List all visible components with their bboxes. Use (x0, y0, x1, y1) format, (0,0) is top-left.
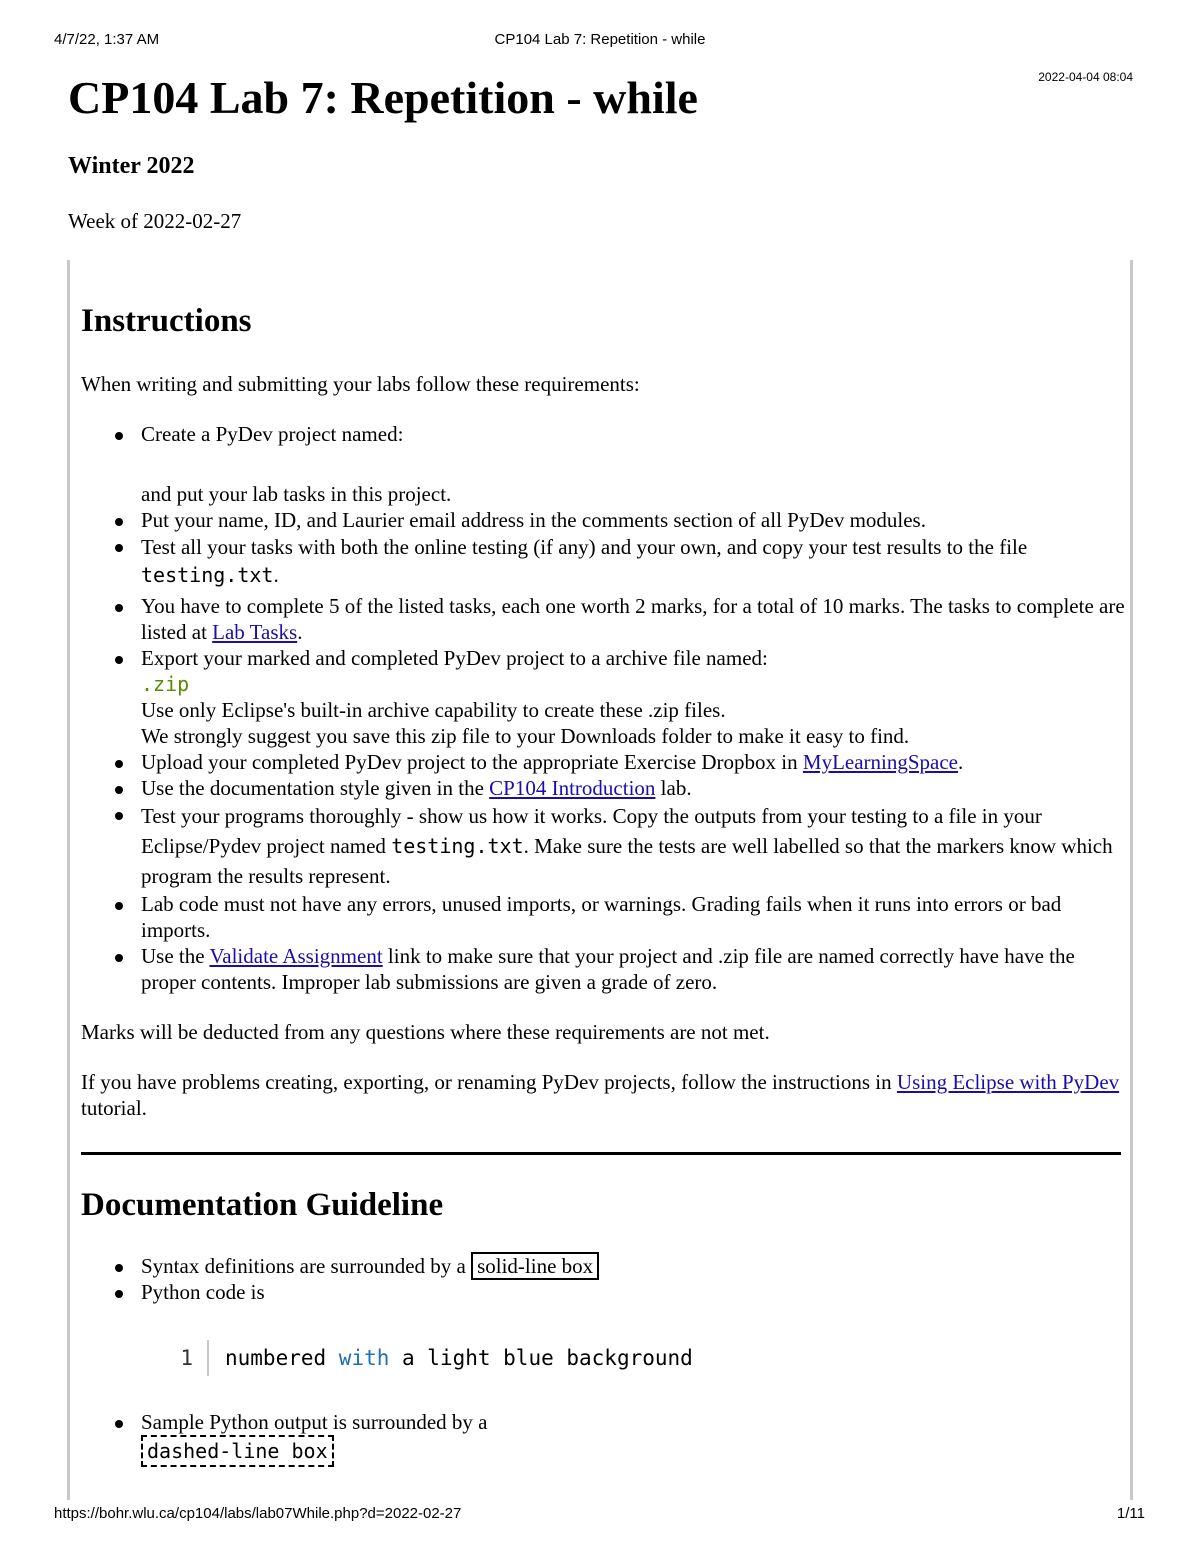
solid-line-box-example: solid-line box (471, 1252, 599, 1280)
print-url: https://bohr.wlu.ca/cp104/labs/lab07While.php?d=2022-02-27 (54, 1505, 462, 1522)
list-item: Export your marked and completed PyDev project to a archive file named: .zip Use only Eclipse's built-in archive capability to create these .zip files. We strongly suggest you save this zip file to your Downloads folder to make it easy to find. (81, 645, 1126, 749)
section-divider (81, 1152, 1121, 1155)
list-item: Create a PyDev project named: and put your lab tasks in this project. (81, 421, 1126, 507)
list-item: Use the Validate Assignment link to make sure that your project and .zip file are named correctly have have the proper contents. Improper lab submissions are given a grade of zero. (81, 943, 1126, 995)
list-item: You have to complete 5 of the listed tasks, each one worth 2 marks, for a total of 10 marks. The tasks to complete are listed at Lab Tasks. (81, 593, 1126, 645)
week-text: Week of 2022-02-27 (68, 209, 242, 233)
code-text: numbered with a light blue background (225, 1346, 693, 1370)
page-title: CP104 Lab 7: Repetition - while (68, 72, 698, 123)
list-item: Sample Python output is surrounded by a dashed-line box (81, 1409, 1126, 1467)
print-page-title: CP104 Lab 7: Repetition - while (494, 31, 706, 48)
list-item: Test all your tasks with both the online testing (if any) and your own, and copy your test results to the file testing.txt. (81, 533, 1126, 589)
term-heading: Winter 2022 (68, 153, 195, 179)
documentation-list (81, 1253, 1126, 1305)
print-datetime: 4/7/22, 1:37 AM (54, 31, 160, 48)
instructions-heading: Instructions (81, 303, 252, 339)
problems-note: If you have problems creating, exporting, or renaming PyDev projects, follow the instructions in Using Eclipse with PyDev tutorial. (81, 1070, 1120, 1120)
line-number-divider (207, 1340, 209, 1376)
zip-filename: .zip (141, 672, 190, 696)
list-item: Syntax definitions are surrounded by a solid-line box (81, 1253, 1126, 1279)
documentation-heading: Documentation Guideline (81, 1187, 444, 1223)
inline-code: testing.txt (391, 834, 524, 858)
requirements-list (81, 421, 1126, 995)
eclipse-pydev-link[interactable]: Using Eclipse with PyDev (896, 1070, 1120, 1094)
doc-timestamp: 2022-04-04 08:04 (1038, 70, 1133, 84)
marks-note: Marks will be deducted from any questions where these requirements are not met. (81, 1020, 770, 1044)
code-sample (175, 1340, 693, 1376)
list-item: Test your programs thoroughly - show us how it works. Copy the outputs from your testing to a file in your Eclipse/Pydev project named testing.txt. Make sure the tests are well labelled so that the markers know which program the results represent. (81, 801, 1126, 891)
instructions-intro: When writing and submitting your labs follow these requirements: (81, 372, 640, 396)
code-keyword: with (338, 1346, 390, 1370)
lab-tasks-link[interactable]: Lab Tasks (212, 620, 298, 644)
sample-output-section (81, 1409, 1126, 1467)
list-item: Use the documentation style given in the CP104 Introduction lab. (81, 775, 1126, 801)
print-page-number: 1/11 (1116, 1505, 1145, 1522)
list-item: Put your name, ID, and Laurier email address in the comments section of all PyDev modules. (81, 507, 1126, 533)
validate-assignment-link[interactable]: Validate Assignment (209, 944, 383, 968)
line-number: 1 (180, 1346, 193, 1370)
sample-output-list (81, 1409, 1126, 1467)
instructions-section (81, 301, 1126, 1121)
list-item: Upload your completed PyDev project to the appropriate Exercise Dropbox in MyLearningSpace. (81, 749, 1126, 775)
documentation-section (81, 1185, 1126, 1305)
list-item: Lab code must not have any errors, unused imports, or warnings. Grading fails when it runs into errors or bad imports. (81, 891, 1126, 943)
mylearningspace-link[interactable]: MyLearningSpace (802, 750, 959, 774)
dashed-line-box-example: dashed-line box (141, 1435, 334, 1467)
list-item: Python code is (81, 1279, 1126, 1305)
cp104-introduction-link[interactable]: CP104 Introduction (489, 776, 656, 800)
inline-code: testing.txt (141, 563, 274, 587)
